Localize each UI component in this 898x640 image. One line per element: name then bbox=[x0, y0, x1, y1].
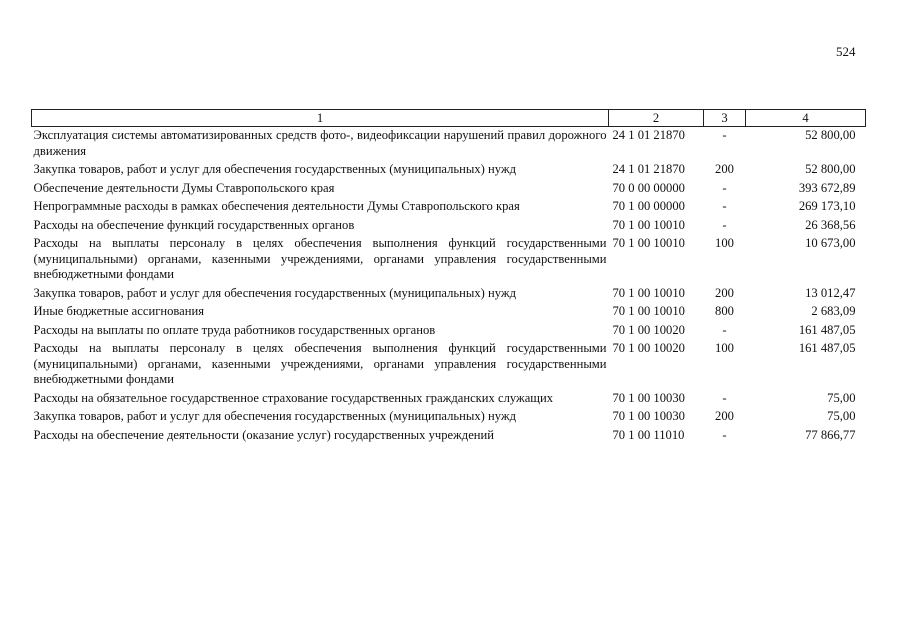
expense-type: - bbox=[722, 128, 727, 142]
budget-table bbox=[31, 109, 866, 445]
budget-code: 70 1 00 10020 bbox=[612, 341, 685, 355]
header-row bbox=[32, 110, 866, 127]
budget-code: 70 1 00 00000 bbox=[612, 199, 685, 213]
table-row bbox=[32, 303, 866, 322]
budget-code: 24 1 01 21870 bbox=[612, 162, 685, 176]
budget-code: 70 1 00 10010 bbox=[612, 304, 685, 318]
expense-type: - bbox=[722, 427, 727, 442]
expense-name: Расходы на выплаты по оплате труда работников государственных органов bbox=[33, 322, 436, 337]
expense-type: 200 bbox=[715, 162, 734, 176]
expense-name: Непрограммные расходы в рамках обеспечения деятельности Думы Ставропольского края bbox=[33, 199, 520, 213]
budget-code: 70 1 00 10010 bbox=[612, 217, 685, 232]
table-row bbox=[32, 180, 866, 199]
amount: 77 866,77 bbox=[805, 427, 856, 442]
expense-type: - bbox=[722, 322, 727, 337]
table-row bbox=[32, 127, 866, 162]
table-row bbox=[32, 340, 866, 390]
table-row bbox=[32, 390, 866, 409]
amount: 75,00 bbox=[827, 390, 856, 405]
table-row bbox=[32, 198, 866, 217]
table-row bbox=[32, 408, 866, 427]
amount: 26 368,56 bbox=[805, 217, 856, 232]
expense-name: Закупка товаров, работ и услуг для обеспечения государственных (муниципальных) нужд bbox=[33, 162, 516, 176]
header-col-3: 3 bbox=[704, 110, 746, 127]
expense-name: Эксплуатация системы автоматизированных средств фото-, видеофиксации нарушений правил дорожного движения bbox=[33, 128, 607, 158]
table-row bbox=[32, 322, 866, 341]
table-row bbox=[32, 217, 866, 236]
amount: 13 012,47 bbox=[805, 285, 856, 300]
budget-code: 70 1 00 10030 bbox=[612, 390, 685, 405]
expense-name: Расходы на обеспечение функций государственных органов bbox=[33, 217, 355, 232]
amount: 393 672,89 bbox=[798, 180, 856, 195]
expense-type: - bbox=[722, 217, 727, 232]
table-header bbox=[32, 110, 866, 127]
budget-code: 70 1 00 10030 bbox=[612, 409, 685, 423]
expense-name: Закупка товаров, работ и услуг для обеспечения государственных (муниципальных) нужд bbox=[33, 409, 516, 423]
table-row bbox=[32, 161, 866, 180]
budget-code: 24 1 01 21870 bbox=[612, 128, 685, 142]
expense-type: - bbox=[722, 390, 727, 405]
header-col-4: 4 bbox=[746, 110, 866, 127]
expense-name: Расходы на выплаты персоналу в целях обеспечения выполнения функций государственными (муниципальными) органами, казенными учреждениями, органами управления государственными внебюджетными фондами bbox=[33, 236, 607, 281]
header-col-1: 1 bbox=[32, 110, 609, 127]
expense-name: Закупка товаров, работ и услуг для обеспечения государственных (муниципальных) нужд bbox=[33, 285, 516, 300]
header-col-2: 2 bbox=[609, 110, 704, 127]
amount: 269 173,10 bbox=[798, 199, 856, 213]
budget-code: 70 1 00 11010 bbox=[612, 427, 685, 442]
expense-type: - bbox=[722, 180, 727, 195]
budget-code: 70 1 00 10020 bbox=[612, 322, 685, 337]
amount: 52 800,00 bbox=[805, 162, 856, 176]
amount: 161 487,05 bbox=[798, 341, 856, 355]
budget-code: 70 1 00 10010 bbox=[612, 285, 685, 300]
expense-type: 800 bbox=[715, 304, 734, 318]
amount: 75,00 bbox=[827, 409, 856, 423]
amount: 161 487,05 bbox=[798, 322, 856, 337]
expense-name: Иные бюджетные ассигнования bbox=[33, 304, 205, 318]
expense-name: Расходы на обязательное государственное страхование государственных гражданских служащих bbox=[33, 390, 554, 405]
expense-name: Расходы на выплаты персоналу в целях обеспечения выполнения функций государственными (муниципальными) органами, казенными учреждениями, органами управления государственными внебюджетными фондами bbox=[33, 341, 607, 386]
amount: 2 683,09 bbox=[811, 304, 856, 318]
expense-type: - bbox=[722, 199, 727, 213]
expense-name: Расходы на обеспечение деятельности (оказание услуг) государственных учреждений bbox=[33, 427, 495, 442]
amount: 52 800,00 bbox=[805, 128, 856, 142]
amount: 10 673,00 bbox=[805, 236, 856, 250]
expense-name: Обеспечение деятельности Думы Ставропольского края bbox=[33, 180, 335, 195]
expense-type: 200 bbox=[715, 285, 734, 300]
expense-type: 100 bbox=[715, 341, 734, 355]
budget-code: 70 0 00 00000 bbox=[612, 180, 685, 195]
page-number: 524 bbox=[836, 44, 856, 59]
expense-type: 100 bbox=[715, 236, 734, 250]
table-row bbox=[32, 235, 866, 285]
table-row bbox=[32, 427, 866, 446]
expense-type: 200 bbox=[715, 409, 734, 423]
table-body bbox=[32, 127, 866, 446]
budget-code: 70 1 00 10010 bbox=[612, 236, 685, 250]
table-row bbox=[32, 285, 866, 304]
